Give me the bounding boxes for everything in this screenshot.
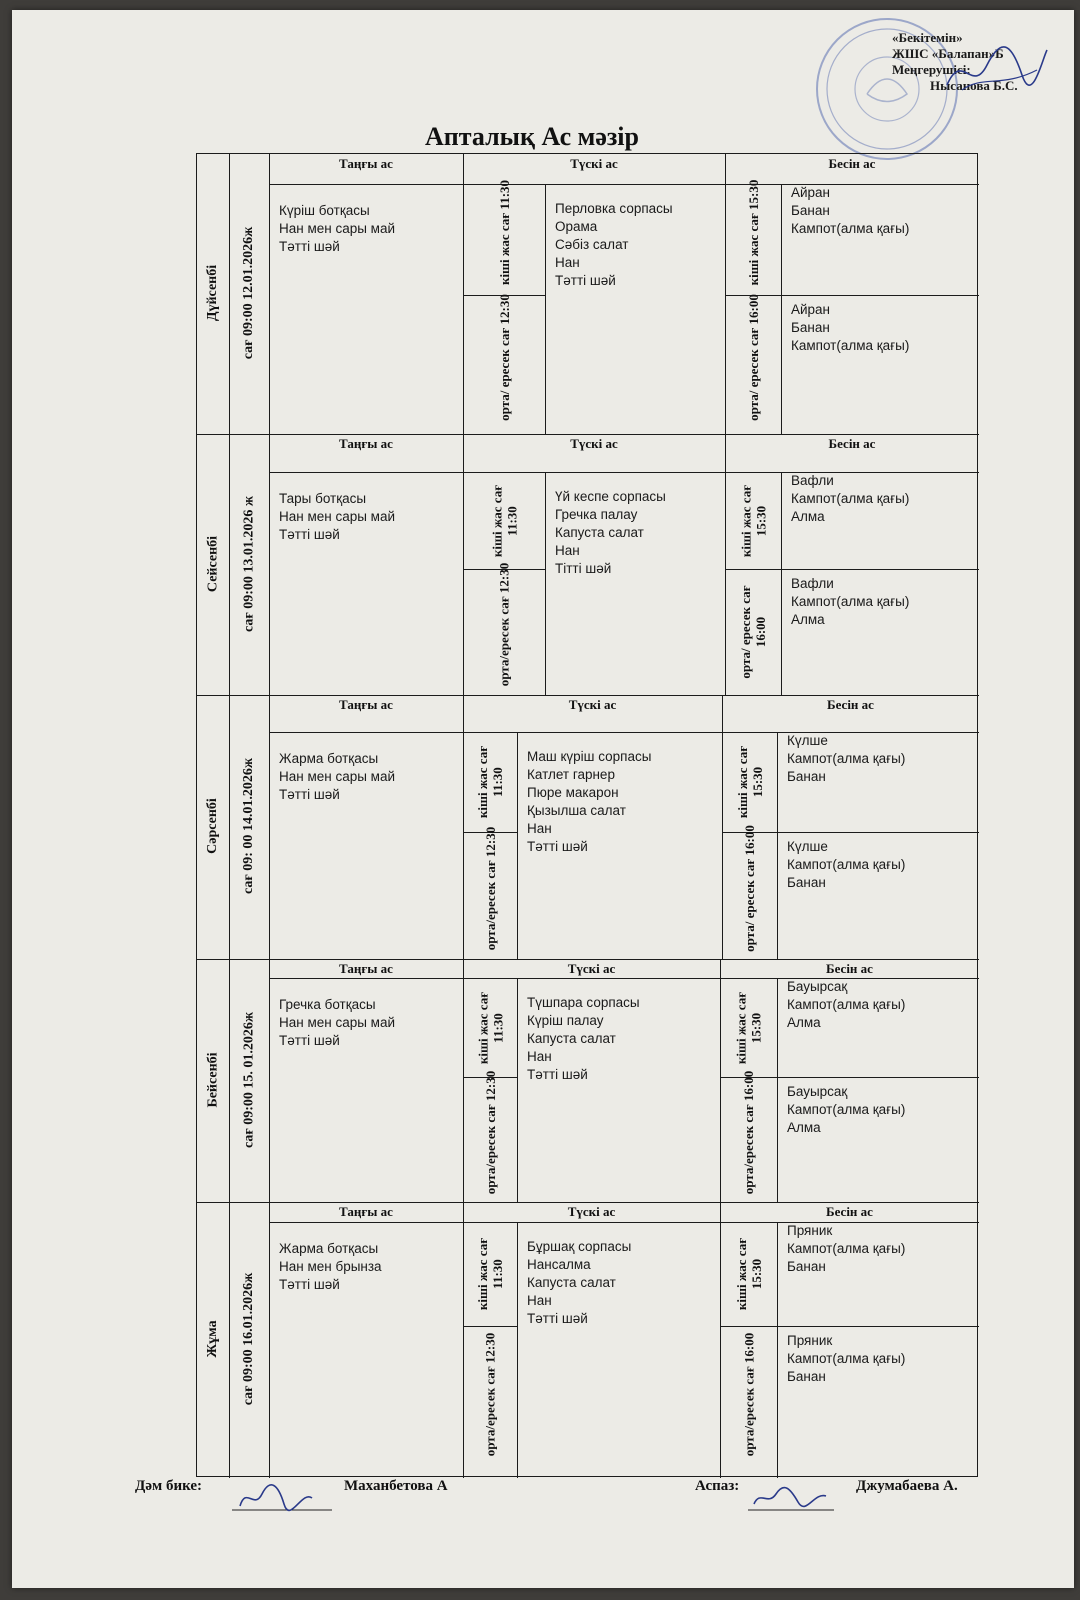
- table-rule: [463, 1202, 464, 1478]
- snack-item: Кампот(алма қағы): [787, 1102, 906, 1117]
- table-rule: [545, 184, 546, 434]
- lunch-item: Түшпара сорпасы: [527, 995, 640, 1010]
- table-rule: [781, 184, 782, 434]
- snack-item: Алма: [791, 612, 825, 627]
- table-rule: [517, 1222, 518, 1478]
- approval-line-2: ЖШС «Балапан»Б: [892, 46, 1004, 61]
- snack-item: Кампот(алма қағы): [791, 594, 910, 609]
- lunch-item: Сәбіз салат: [555, 237, 629, 252]
- snack-small-time: кіші жас сағ 15:30: [733, 1237, 764, 1311]
- lunch-item: Нансалма: [527, 1257, 591, 1272]
- lunch-item: Капуста салат: [555, 525, 644, 540]
- snack-header: Бесін ас: [828, 156, 876, 171]
- time-date: сағ 09:00 12.01.2026ж: [241, 226, 256, 360]
- lunch-item: Маш күріш сорпасы: [527, 749, 652, 764]
- breakfast-header: Таңғы ас: [339, 1204, 393, 1219]
- breakfast-item: Нан мен брынза: [279, 1259, 382, 1274]
- lunch-menu: [527, 994, 640, 1084]
- breakfast-item: Тары ботқасы: [279, 491, 367, 506]
- lunch-header: Түскі ас: [570, 156, 618, 171]
- table-rule: [229, 154, 230, 1478]
- lunch-older-time: орта/ересек сағ 12:30: [482, 1070, 498, 1194]
- snack-header: Бесін ас: [826, 1204, 873, 1219]
- lunch-item: Нан: [527, 1293, 552, 1308]
- lunch-item: Нан: [555, 255, 580, 270]
- breakfast-item: Тәтті шәй: [279, 527, 340, 542]
- breakfast-menu: [279, 202, 395, 256]
- snack-item: Пряник: [787, 1333, 833, 1348]
- snack-item: Алма: [787, 1015, 821, 1030]
- breakfast-item: Тәтті шәй: [279, 239, 340, 254]
- table-rule: [777, 1222, 778, 1478]
- breakfast-item: Нан мен сары май: [279, 1015, 396, 1030]
- nurse-signature: [232, 1480, 332, 1516]
- lunch-item: Капуста салат: [527, 1031, 616, 1046]
- approval-line-1: «Бекітемін»: [892, 30, 963, 45]
- lunch-older-time: орта/ ересек сағ 12:30: [496, 293, 512, 421]
- breakfast-item: Тәтті шәй: [279, 1033, 340, 1048]
- table-rule: [722, 695, 723, 959]
- lunch-item: Нан: [527, 821, 552, 836]
- snack-item: Вафли: [791, 576, 834, 591]
- lunch-item: Пюре макарон: [527, 785, 619, 800]
- snack-item: Кампот(алма қағы): [791, 221, 910, 236]
- snack-item: Алма: [791, 509, 825, 524]
- breakfast-item: Гречка ботқасы: [279, 997, 376, 1012]
- time-date: сағ 09:00 13.01.2026 ж: [241, 495, 256, 632]
- snack-item: Бауырсақ: [787, 1084, 848, 1099]
- day-name: Жұма: [205, 1320, 220, 1358]
- snack-older-time: орта/ ересек сағ 16:00: [742, 824, 757, 952]
- snack-item: Кампот(алма қағы): [787, 1351, 906, 1366]
- snack-older-time: орта/ ересек сағ 16:00: [745, 293, 761, 421]
- breakfast-item: Күріш ботқасы: [279, 203, 370, 218]
- snack-item: Вафли: [791, 473, 834, 488]
- lunch-item: Перловка сорпасы: [555, 201, 673, 216]
- breakfast-menu: [279, 1240, 382, 1294]
- lunch-small-time: кіші жас сағ 11:30: [475, 745, 505, 819]
- table-rule: [517, 732, 518, 959]
- day-name: Дүйсенбі: [205, 264, 220, 322]
- lunch-menu: [555, 488, 666, 578]
- cook-label: Аспаз:: [695, 1478, 740, 1494]
- snack-older-time: орта/ ересек сағ 16:00: [738, 585, 768, 679]
- snack-item: Күлше: [787, 733, 828, 748]
- snack-small-time: кіші жас сағ 15:30: [733, 991, 764, 1064]
- snack-item: Кампот(алма қағы): [791, 338, 910, 353]
- lunch-item: Капуста салат: [527, 1275, 616, 1290]
- lunch-item: Нан: [527, 1049, 552, 1064]
- table-rule: [545, 472, 546, 695]
- snack-item: Кампот(алма қағы): [787, 857, 906, 872]
- table-rule: [463, 434, 464, 695]
- breakfast-menu: [279, 996, 395, 1050]
- snack-small-menu: [791, 472, 909, 526]
- cook-signature: [748, 1480, 834, 1516]
- lunch-small-time: кіші жас сағ 11:30: [475, 1237, 505, 1311]
- table-rule: [463, 154, 464, 434]
- lunch-item: Гречка палау: [555, 507, 638, 522]
- snack-small-time: кіші жас сағ 15:30: [738, 484, 768, 557]
- table-rule: [197, 434, 979, 435]
- lunch-item: Тәтті шәй: [527, 1311, 588, 1326]
- lunch-header: Түскі ас: [570, 436, 618, 451]
- snack-item: Банан: [787, 875, 826, 890]
- snack-item: Кампот(алма қағы): [787, 751, 906, 766]
- lunch-item: Қызылша салат: [527, 803, 626, 818]
- breakfast-item: Тәтті шәй: [279, 1277, 340, 1292]
- lunch-item: Тәтті шәй: [527, 839, 588, 854]
- snack-small-time: кіші жас сағ 15:30: [745, 179, 761, 285]
- snack-small-menu: [787, 1222, 905, 1276]
- table-rule: [725, 295, 979, 296]
- breakfast-item: Жарма ботқасы: [279, 1241, 379, 1256]
- snack-item: Айран: [791, 302, 831, 317]
- snack-older-menu: [787, 1332, 905, 1386]
- snack-item: Банан: [791, 320, 830, 335]
- snack-small-menu: [787, 732, 905, 786]
- table-rule: [720, 1202, 721, 1478]
- snack-item: Кампот(алма қағы): [787, 1241, 906, 1256]
- cook-name: Джумабаева А.: [856, 1478, 958, 1494]
- day-name: Сәрсенбі: [205, 798, 220, 854]
- table-rule: [269, 154, 270, 1478]
- lunch-small-time: кіші жас сағ 11:30: [475, 991, 505, 1064]
- table-rule: [463, 695, 464, 959]
- table-rule: [197, 695, 979, 696]
- snack-older-menu: [787, 838, 905, 892]
- director-signature: [942, 40, 1052, 100]
- approval-line-3: Меңгерушісі:: [892, 62, 971, 77]
- lunch-item: Тәтті шәй: [527, 1067, 588, 1082]
- lunch-menu: [527, 748, 651, 856]
- snack-header: Бесін ас: [828, 436, 876, 451]
- snack-small-time: кіші жас сағ 15:30: [734, 745, 765, 819]
- snack-item: Алма: [787, 1120, 821, 1135]
- snack-header: Бесін ас: [826, 961, 873, 976]
- lunch-item: Орама: [555, 219, 598, 234]
- table-rule: [197, 1202, 979, 1203]
- table-rule: [463, 959, 464, 1202]
- breakfast-item: Жарма ботқасы: [279, 751, 379, 766]
- lunch-item: Нан: [555, 543, 580, 558]
- lunch-older-time: орта/ересек сағ 12:30: [496, 562, 512, 687]
- page-title: Апталық Ас мәзір: [425, 122, 639, 151]
- table-rule: [720, 1326, 979, 1327]
- snack-item: Банан: [787, 1259, 826, 1274]
- table-rule: [725, 434, 726, 695]
- table-rule: [725, 154, 726, 434]
- snack-older-time: орта/ересек сағ 16:00: [741, 1332, 756, 1457]
- breakfast-header: Таңғы ас: [339, 697, 393, 712]
- table-rule: [722, 832, 979, 833]
- snack-item: Банан: [787, 769, 826, 784]
- table-rule: [781, 472, 782, 695]
- snack-item: Бауырсақ: [787, 979, 848, 994]
- breakfast-item: Тәтті шәй: [279, 787, 340, 802]
- breakfast-header: Таңғы ас: [339, 961, 393, 976]
- snack-item: Кампот(алма қағы): [791, 491, 910, 506]
- day-name: Сейсенбі: [205, 535, 220, 592]
- nurse-label: Дәм бике:: [135, 1478, 203, 1494]
- lunch-item: Тәтті шәй: [555, 273, 616, 288]
- snack-item: Күлше: [787, 839, 828, 854]
- lunch-header: Түскі ас: [567, 961, 616, 976]
- breakfast-menu: [279, 490, 395, 544]
- snack-header: Бесін ас: [827, 697, 874, 712]
- lunch-small-time: кіші жас сағ 11:30: [489, 484, 519, 557]
- lunch-small-time: кіші жас сағ 11:30: [496, 179, 512, 285]
- lunch-item: Бұршақ сорпасы: [527, 1239, 632, 1254]
- snack-item: Банан: [787, 1369, 826, 1384]
- time-date: сағ 09: 00 14.01.2026ж: [241, 757, 256, 895]
- lunch-item: Тітті шәй: [555, 561, 612, 576]
- table-rule: [720, 959, 721, 1202]
- table-rule: [777, 732, 778, 959]
- snack-small-menu: [787, 978, 905, 1032]
- lunch-menu: [555, 200, 673, 290]
- lunch-item: Үй кеспе сорпасы: [555, 489, 666, 504]
- day-name: Бейсенбі: [205, 1051, 220, 1108]
- breakfast-item: Нан мен сары май: [279, 769, 396, 784]
- snack-older-menu: [791, 301, 909, 355]
- table-rule: [517, 978, 518, 1202]
- table-rule: [197, 959, 979, 960]
- lunch-older-time: орта/ересек сағ 12:30: [482, 1332, 498, 1457]
- breakfast-menu: [279, 750, 395, 804]
- time-date: сағ 09:00 16.01.2026ж: [241, 1272, 256, 1406]
- snack-item: Айран: [791, 185, 831, 200]
- breakfast-header: Таңғы ас: [339, 436, 393, 451]
- snack-item: Банан: [791, 203, 830, 218]
- lunch-menu: [527, 1238, 631, 1328]
- nurse-name: Маханбетова А: [344, 1478, 448, 1494]
- snack-older-menu: [791, 575, 909, 629]
- lunch-header: Түскі ас: [567, 1204, 616, 1219]
- table-rule: [777, 978, 778, 1202]
- snack-older-menu: [787, 1083, 905, 1137]
- lunch-item: Катлет гарнер: [527, 767, 615, 782]
- approval-line-4: Нысанова Б.С.: [930, 78, 1018, 93]
- lunch-item: Күріш палау: [527, 1013, 604, 1028]
- time-date: сағ 09:00 15. 01.2026ж: [241, 1011, 256, 1148]
- snack-item: Пряник: [787, 1223, 833, 1238]
- breakfast-header: Таңғы ас: [339, 156, 393, 171]
- breakfast-item: Нан мен сары май: [279, 509, 396, 524]
- lunch-header: Түскі ас: [568, 697, 617, 712]
- snack-item: Кампот(алма қағы): [787, 997, 906, 1012]
- snack-older-time: орта/ересек сағ 16:00: [741, 1070, 756, 1194]
- weekly-menu-table: [196, 153, 978, 1477]
- snack-small-menu: [791, 184, 909, 238]
- lunch-older-time: орта/ересек сағ 12:30: [482, 826, 498, 950]
- breakfast-item: Нан мен сары май: [279, 221, 396, 236]
